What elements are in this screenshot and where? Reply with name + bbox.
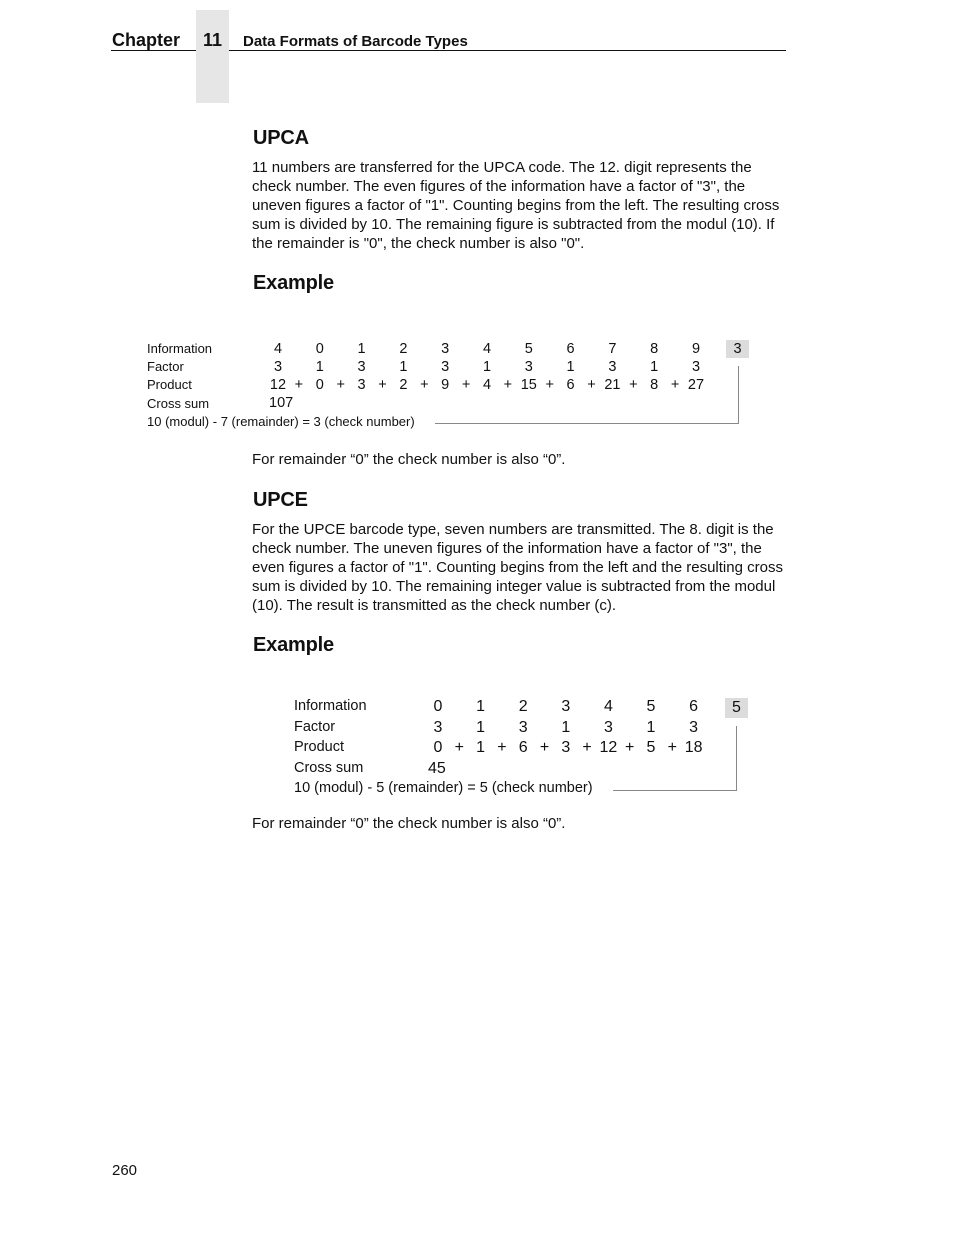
- chapter-label: Chapter: [112, 30, 181, 50]
- upca-label-information: Information: [147, 341, 213, 356]
- upca-product-cell: 3: [357, 377, 366, 393]
- upca-product-cell: 2: [399, 377, 408, 393]
- upca-paragraph: 11 numbers are transferred for the UPCA code. The 12. digit represents the check number. The even figures of the information have a factor of "3", the uneven figures a factor of "1". Counting begins from the left. The resulting cross sum is divided by 10. The remaining figure is subtracted from the modul (10). If the remainder is "0", the check number is also "0".: [252, 159, 780, 252]
- upca-factor-cell: 1: [482, 359, 492, 375]
- upce-formula: 10 (modul) - 5 (remainder) = 5 (check number): [294, 780, 593, 796]
- upce-remainder-note: For remainder “0” the check number is also “0”.: [252, 815, 566, 832]
- upce-factor-cell: 3: [433, 719, 443, 736]
- upca-factor-cell: 3: [441, 359, 450, 375]
- upce-product-cell: 6: [518, 739, 528, 756]
- plus-sign: +: [667, 739, 677, 756]
- plus-sign: +: [294, 377, 304, 393]
- upce-information-cell: 2: [518, 698, 528, 715]
- upce-product-cell: 12: [599, 739, 618, 756]
- upce-factor-cell: 1: [476, 719, 486, 736]
- upce-product-cell: 5: [646, 739, 656, 756]
- upce-factor-cell: 1: [561, 719, 571, 736]
- upca-cross-sum-value: 107: [269, 395, 294, 411]
- upca-information-cell: 0: [315, 341, 324, 357]
- upca-factor-cell: 3: [357, 359, 366, 375]
- upca-product-cell: 8: [650, 377, 659, 393]
- plus-sign: +: [420, 377, 429, 393]
- upce-heading: UPCE: [253, 489, 308, 511]
- upca-factor-cell: 1: [566, 359, 575, 375]
- upca-product-cell: 0: [315, 377, 324, 393]
- upca-label-product: Product: [147, 377, 192, 392]
- upca-label-cross-sum: Cross sum: [147, 396, 210, 411]
- upce-label-product: Product: [294, 739, 344, 755]
- plus-sign: +: [454, 739, 464, 756]
- upca-product-cell: 12: [269, 377, 287, 393]
- upca-product-cell: 21: [604, 377, 621, 393]
- upce-product-cell: 18: [684, 739, 703, 756]
- upce-factor-cell: 3: [518, 719, 528, 736]
- header-rule-left: [111, 50, 196, 51]
- upca-connector-horizontal: [435, 423, 739, 424]
- upca-factor-cell: 3: [273, 359, 283, 375]
- upca-formula: 10 (modul) - 7 (remainder) = 3 (check number): [147, 414, 415, 429]
- upca-factor-cell: 1: [399, 359, 408, 375]
- upce-connector-horizontal: [613, 790, 737, 791]
- upca-product-cell: 15: [520, 377, 537, 393]
- upce-factor-cell: 3: [603, 719, 613, 736]
- upca-factor-cell: 1: [650, 359, 659, 375]
- upce-information-cell: 5: [646, 698, 656, 715]
- upca-connector-vertical: [738, 366, 739, 424]
- plus-sign: +: [497, 739, 507, 756]
- upca-factor-cell: 3: [608, 359, 617, 375]
- upca-product-cell: 4: [482, 377, 492, 393]
- upca-information-cell: 2: [399, 341, 408, 357]
- upce-information-cell: 3: [561, 698, 571, 715]
- upca-product-cell: 27: [687, 377, 705, 393]
- upce-product-cell: 3: [561, 739, 571, 756]
- upce-product-cell: 0: [433, 739, 443, 756]
- plus-sign: +: [539, 739, 550, 756]
- plus-sign: +: [503, 377, 513, 393]
- upca-heading: UPCA: [253, 127, 309, 149]
- upca-information-cell: 5: [524, 341, 533, 357]
- upca-example-heading: Example: [253, 272, 334, 294]
- upca-check-digit: 3: [726, 340, 749, 358]
- upca-remainder-note: For remainder “0” the check number is also “0”.: [252, 451, 566, 468]
- upca-information-cell: 1: [357, 341, 366, 357]
- upce-product-cell: 1: [476, 739, 486, 756]
- plus-sign: +: [587, 377, 596, 393]
- upca-information-cell: 8: [650, 341, 659, 357]
- upca-factor-cell: 1: [315, 359, 324, 375]
- upca-factor-cell: 3: [524, 359, 533, 375]
- upca-product-cell: 6: [566, 377, 575, 393]
- chapter-tab: [196, 10, 229, 103]
- upca-information-cell: 4: [482, 341, 492, 357]
- upce-connector-vertical: [736, 726, 737, 791]
- upca-factor-cell: 3: [691, 359, 701, 375]
- upce-label-cross-sum: Cross sum: [294, 760, 364, 776]
- upce-label-information: Information: [294, 698, 367, 714]
- upce-check-digit: 5: [725, 698, 748, 718]
- upce-cross-sum-value: 45: [428, 760, 446, 777]
- chapter-title: Data Formats of Barcode Types: [243, 33, 468, 50]
- plus-sign: +: [378, 377, 387, 393]
- plus-sign: +: [670, 377, 680, 393]
- upce-information-cell: 4: [603, 698, 613, 715]
- page-number: 260: [112, 1162, 138, 1179]
- upca-information-cell: 3: [441, 341, 450, 357]
- plus-sign: +: [336, 377, 345, 393]
- upca-information-cell: 6: [566, 341, 575, 357]
- upce-paragraph: For the UPCE barcode type, seven numbers are transmitted. The 8. digit is the check number. The uneven figures of the information have a factor of "3", the even figures a factor of "1". Counting begins from the left and the resulting cross sum is divided by 10. The remaining integer value is subtracted from the modul (10). The result is transmitted as the check number (c).: [252, 521, 783, 614]
- upce-example-heading: Example: [253, 634, 334, 656]
- upca-label-factor: Factor: [147, 359, 184, 374]
- upca-information-cell: 9: [691, 341, 701, 357]
- header-rule-right: [229, 50, 786, 51]
- plus-sign: +: [582, 739, 592, 756]
- upce-factor-cell: 1: [646, 719, 656, 736]
- upca-product-cell: 9: [441, 377, 450, 393]
- plus-sign: +: [629, 377, 638, 393]
- chapter-number: 11: [202, 30, 223, 50]
- upca-information-cell: 4: [273, 341, 283, 357]
- upce-information-cell: 1: [476, 698, 486, 715]
- plus-sign: +: [545, 377, 554, 393]
- upce-label-factor: Factor: [294, 719, 336, 735]
- plus-sign: +: [461, 377, 471, 393]
- upca-information-cell: 7: [608, 341, 617, 357]
- plus-sign: +: [625, 739, 635, 756]
- upce-factor-cell: 3: [689, 719, 699, 736]
- upce-information-cell: 6: [689, 698, 699, 715]
- upce-information-cell: 0: [433, 698, 443, 715]
